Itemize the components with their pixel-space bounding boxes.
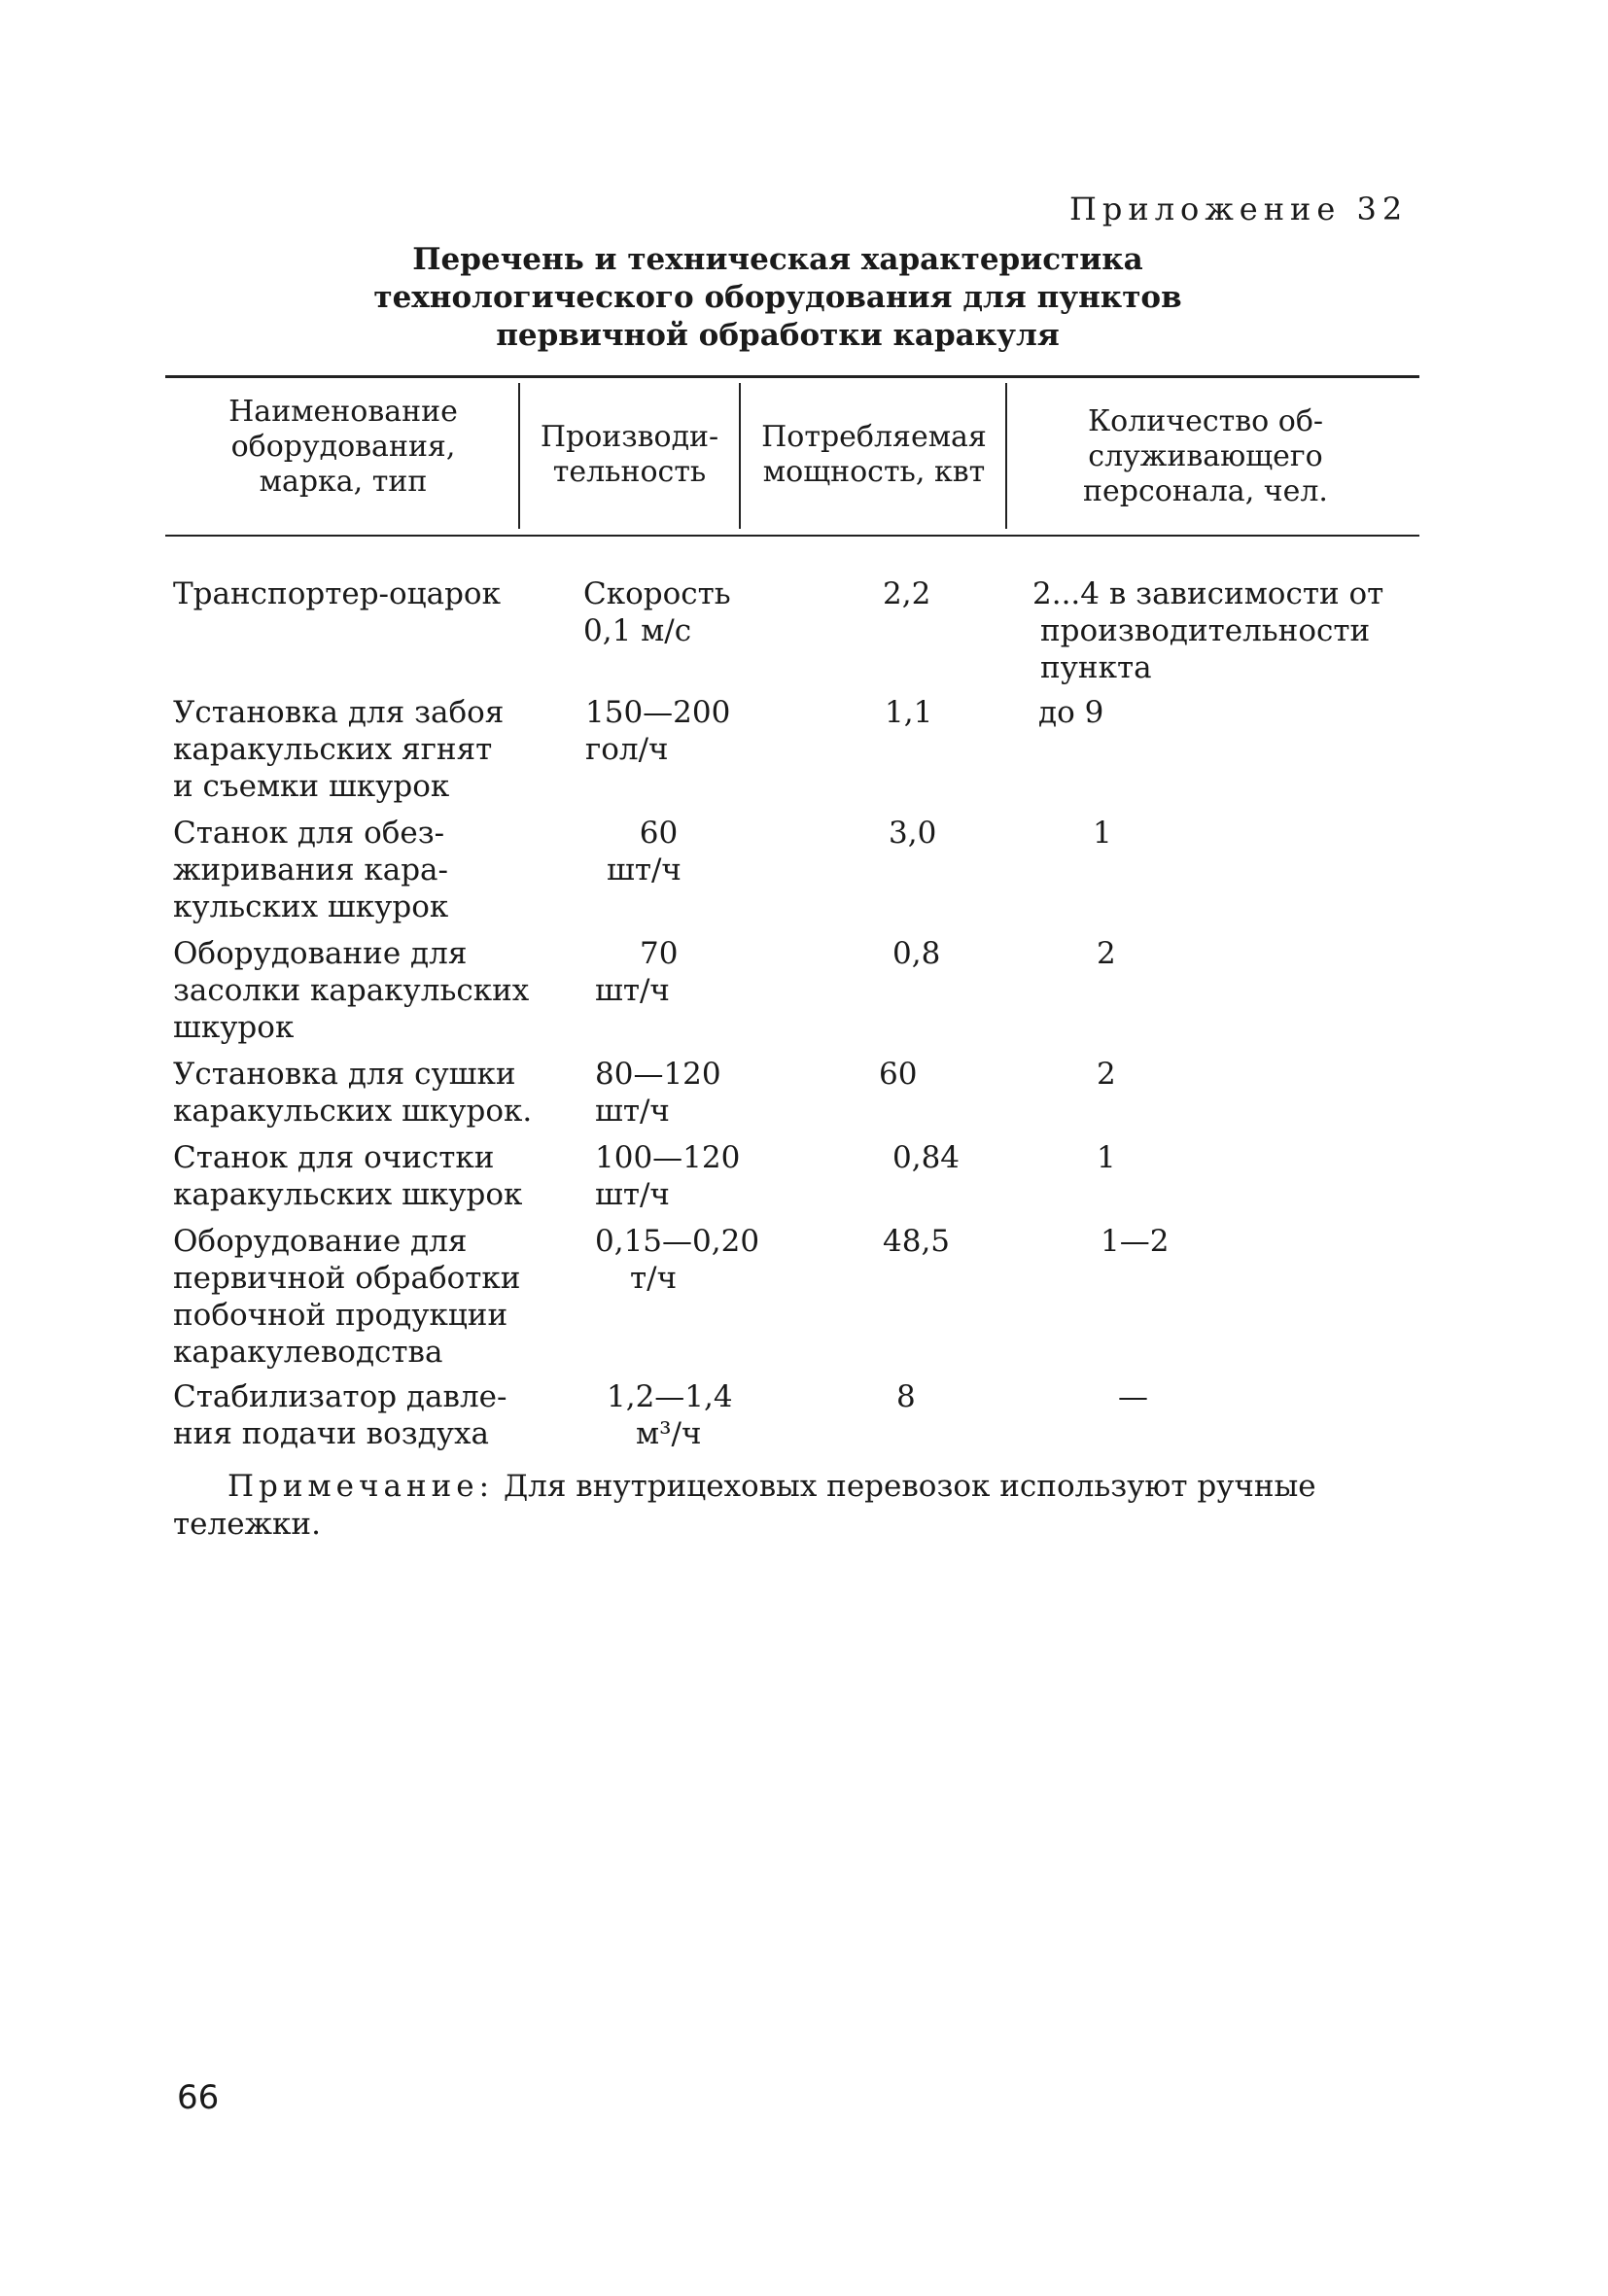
- cell-line: до 9: [1038, 695, 1104, 730]
- row-8-performance: [607, 1378, 733, 1452]
- cell-line: 0,1 м/с: [583, 613, 692, 649]
- row-6-power: 0,84: [892, 1140, 961, 1175]
- cell-line: первичной обработки: [173, 1261, 521, 1297]
- cell-line: каракульских ягнят: [173, 732, 493, 768]
- cell-line: 1: [1093, 816, 1112, 851]
- cell-line: каракулеводства: [173, 1335, 443, 1371]
- row-7-name: [173, 1223, 520, 1372]
- header-line: Наименование: [228, 395, 458, 429]
- title-line-2: технологического оборудования для пунктов: [373, 279, 1182, 315]
- row-6-name: [173, 1139, 522, 1213]
- row-8-staff: [1118, 1378, 1148, 1415]
- row-2-name: [173, 694, 504, 805]
- row-8-power: 8: [896, 1379, 916, 1414]
- row-4-power: 0,8: [892, 936, 941, 971]
- cell-line: 2...4 в зависимости от: [1032, 576, 1384, 611]
- cell-line: шт/ч: [595, 1094, 670, 1130]
- row-4-name: [173, 935, 529, 1046]
- cell-line: шкурок: [173, 1010, 295, 1046]
- row-5-name: [173, 1056, 532, 1130]
- cell-line: Оборудование для: [173, 936, 468, 971]
- header-line: персонала, чел.: [1083, 474, 1328, 508]
- header-line: марка, тип: [259, 465, 428, 499]
- cell-line: 70: [640, 936, 679, 971]
- title-line-3: первичной обработки каракуля: [496, 317, 1060, 353]
- row-3-performance: [585, 815, 682, 888]
- note-label: Примечание:: [227, 1469, 495, 1504]
- cell-line: шт/ч: [607, 852, 682, 888]
- cell-line: побочной продукции: [173, 1298, 508, 1334]
- header-line: тельность: [552, 455, 707, 489]
- header-staff: [1060, 404, 1351, 509]
- cell-line: 60: [639, 816, 679, 851]
- cell-line: каракульских шкурок.: [173, 1094, 533, 1130]
- row-7-performance: [595, 1223, 759, 1297]
- header-line: Потребляемая: [761, 420, 987, 454]
- cell-line: Станок для очистки: [173, 1140, 495, 1175]
- page-number: 66: [177, 2078, 220, 2117]
- row-5-power: 60: [879, 1057, 918, 1092]
- row-1-name: [173, 575, 501, 612]
- row-7-power: 48,5: [883, 1224, 951, 1259]
- cell-line: —: [1118, 1379, 1148, 1414]
- cell-line: и съемки шкурок: [173, 769, 450, 805]
- row-5-performance: [595, 1056, 721, 1130]
- cell-line: 1: [1097, 1140, 1116, 1175]
- cell-line: пункта: [1040, 650, 1152, 686]
- row-1-performance: [583, 575, 731, 649]
- document-title: [292, 241, 1264, 354]
- cell-line: Скорость: [583, 576, 731, 611]
- row-3-staff: [1093, 815, 1112, 852]
- cell-line: 1—2: [1101, 1224, 1170, 1259]
- cell-line: Транспортер-оцарок: [173, 576, 501, 611]
- row-3-power: 3,0: [889, 816, 937, 851]
- cell-line: каракульских шкурок: [173, 1177, 523, 1213]
- cell-line: м³/ч: [636, 1416, 702, 1452]
- cell-line: производительности: [1040, 613, 1371, 649]
- cell-line: гол/ч: [585, 732, 669, 768]
- header-line: Количество об-: [1087, 404, 1324, 438]
- column-divider: [518, 383, 520, 529]
- row-1-power: 2,2: [883, 576, 931, 611]
- cell-line: т/ч: [630, 1261, 678, 1297]
- row-1-staff: [1032, 575, 1383, 686]
- note-text: Для внутрицеховых перевозок используют ручные тележки.: [173, 1469, 1316, 1542]
- cell-line: 80—120: [595, 1057, 721, 1092]
- table-header-rule: [165, 535, 1419, 537]
- cell-line: кульских шкурок: [173, 889, 449, 925]
- row-2-power: 1,1: [885, 695, 933, 730]
- cell-line: Установка для сушки: [173, 1057, 516, 1092]
- cell-line: 2: [1097, 936, 1116, 971]
- row-7-staff: [1101, 1223, 1169, 1260]
- table-top-rule: [165, 375, 1419, 378]
- header-line: Производи-: [540, 420, 719, 454]
- header-line: мощность, квт: [762, 455, 986, 489]
- row-4-staff: [1097, 935, 1116, 972]
- cell-line: 150—200: [585, 695, 731, 730]
- row-8-name: [173, 1378, 507, 1452]
- cell-line: 2: [1097, 1057, 1116, 1092]
- row-2-performance: [585, 694, 730, 768]
- cell-line: шт/ч: [595, 1177, 670, 1213]
- appendix-label: Приложение 32: [1069, 191, 1409, 227]
- cell-line: засолки каракульских: [173, 973, 530, 1009]
- cell-line: Станок для обез-: [173, 816, 445, 851]
- header-performance: [525, 420, 734, 490]
- row-3-name: [173, 815, 448, 925]
- cell-line: 100—120: [595, 1140, 741, 1175]
- cell-line: ния подачи воздуха: [173, 1416, 489, 1452]
- cell-line: жиривания кара-: [173, 852, 449, 888]
- row-6-performance: [595, 1139, 740, 1213]
- row-4-performance: [595, 935, 678, 1009]
- cell-line: Установка для забоя: [173, 695, 505, 730]
- cell-line: Стабилизатор давле-: [173, 1379, 507, 1414]
- title-line-1: Перечень и техническая характеристика: [412, 242, 1143, 277]
- footnote: [173, 1468, 1427, 1544]
- header-power: [747, 420, 1001, 490]
- column-divider: [1005, 383, 1007, 529]
- cell-line: шт/ч: [595, 973, 670, 1009]
- header-line: оборудования,: [230, 430, 456, 464]
- header-line: служивающего: [1088, 439, 1323, 473]
- row-2-staff: [1038, 694, 1103, 731]
- header-name: [173, 395, 513, 500]
- row-6-staff: [1097, 1139, 1116, 1176]
- row-5-staff: [1097, 1056, 1116, 1093]
- cell-line: Оборудование для: [173, 1224, 468, 1259]
- cell-line: 0,15—0,20: [595, 1224, 760, 1259]
- cell-line: 1,2—1,4: [607, 1379, 733, 1414]
- column-divider: [739, 383, 741, 529]
